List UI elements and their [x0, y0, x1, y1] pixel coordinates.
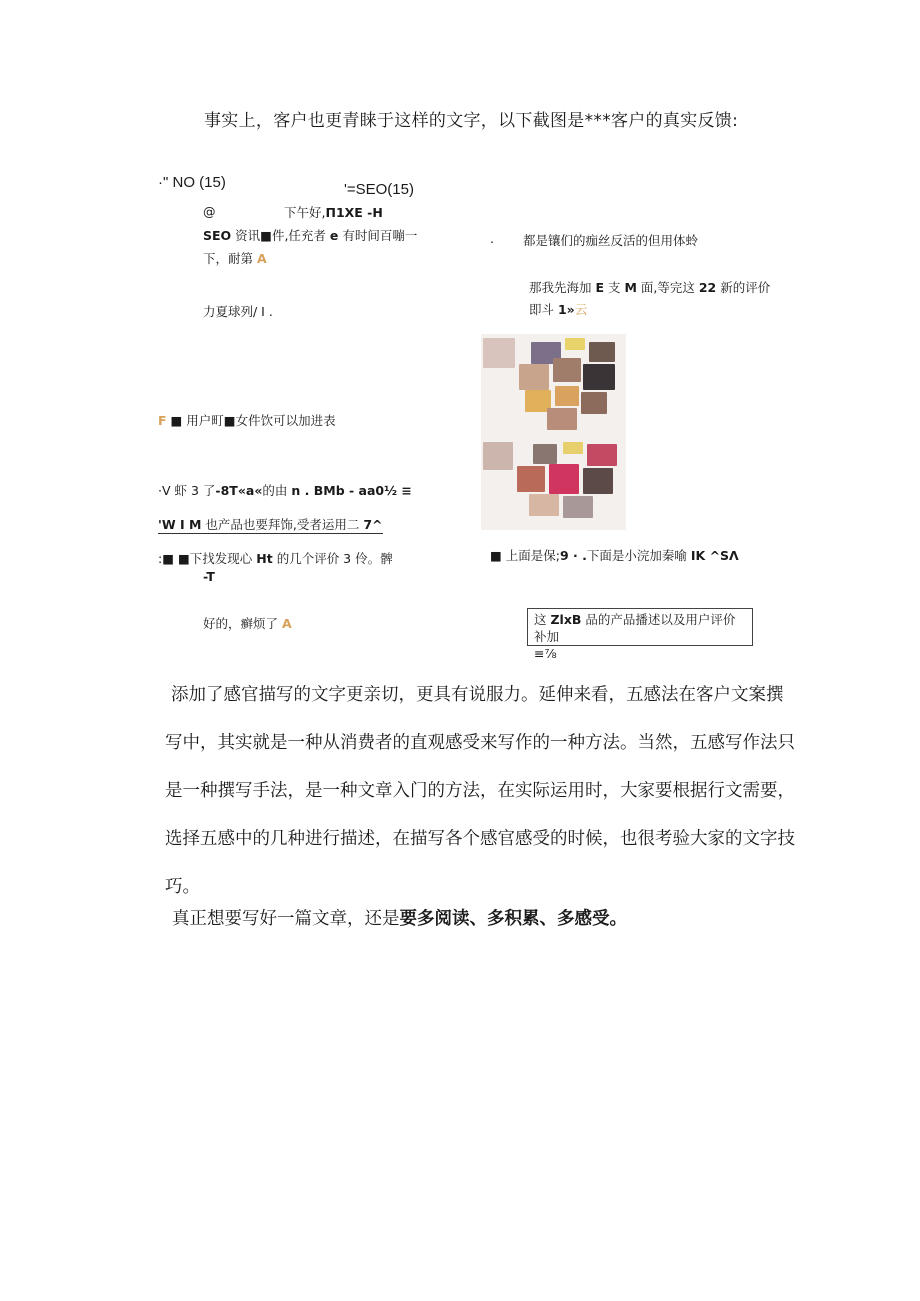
- collage-tile: [519, 364, 549, 390]
- w-line-underlined: [158, 517, 383, 534]
- f-letter: F: [158, 413, 167, 428]
- collage-tile: [533, 444, 557, 464]
- v-line-bold2: n . BMb ‐ aa0½ ≡: [291, 483, 412, 498]
- collage-tile: [589, 342, 615, 362]
- box-text: 品的产品播述以及用户评价补加: [534, 612, 736, 644]
- right-chat-line3: [529, 300, 587, 318]
- right-chat-boxed-message: [527, 608, 753, 661]
- collage-tile: [555, 386, 579, 406]
- under-pre: ■ 上面是保;: [490, 548, 560, 563]
- conclusion-bold: 要多阅读、多积累、多感受。: [399, 909, 627, 929]
- r-line2-b1: E: [595, 280, 605, 295]
- v-line-mid: 的由: [262, 483, 292, 498]
- collage-tile: [549, 464, 579, 494]
- right-chat-under-line: [490, 546, 739, 564]
- w-line-text: 也产品也要拜饰,受者运用二: [201, 517, 364, 532]
- right-chat-header: '=SEO(15): [344, 181, 414, 198]
- collage-tile: [581, 392, 607, 414]
- greeting-bold: П1XE -H: [325, 205, 383, 220]
- line2-e: e: [329, 228, 339, 243]
- collage-tile: [553, 358, 581, 382]
- collage-tile: [587, 444, 617, 466]
- right-chat-line2: [529, 278, 770, 296]
- f-line-text: ■ 用户町■女件饮可以加进表: [166, 413, 336, 428]
- boxed-line1: [534, 611, 746, 645]
- r-line3-orange: 云: [574, 302, 588, 317]
- r-line3-b: 1»: [557, 302, 575, 317]
- box-pre: 这: [534, 612, 551, 627]
- r-line2-end: 新的评价: [716, 280, 771, 295]
- line2-text: 资讯■件,任充者: [231, 228, 330, 243]
- intro-sentence: 事实上，客户也更青睐于这样的文字，以下截图是***客户的真实反馈:: [204, 111, 739, 131]
- left-chat-v-line: [158, 481, 412, 499]
- left-chat-line2: [203, 226, 417, 244]
- left-chat-w-line: [158, 515, 383, 533]
- r-line2-b3: 22: [698, 280, 717, 295]
- collage-tile: [517, 466, 545, 492]
- line2-rest: 有时间百嘣一: [338, 228, 418, 243]
- w-line-bold: 'W I M: [158, 517, 202, 532]
- paragraph-five-senses: 添加了感官描写的文字更亲切，更具有说服力。延伸来看，五感法在客户文案撰写中，其实就是一种从消费者的直观感受来写作的一种方法。当然，五感写作法只是一种撰写手法，是一种文章入门的方法，在实际运用时，大家要根据行文需要，选择五感中的几种进行描述，在描写各个感官感受的时候，也很考验大家的文字技巧。: [165, 685, 795, 897]
- left-chat-line3: [203, 249, 267, 267]
- line3-a: A: [257, 251, 267, 266]
- line3-text: 下，耐第: [203, 251, 254, 266]
- w-line-bold2: 7^: [363, 517, 383, 532]
- left-chat-line4: 力夏球列/ I .: [203, 304, 273, 319]
- under-mid: 下面是小浣加秦喻: [586, 548, 691, 563]
- r-line2-b2: M: [624, 280, 637, 295]
- left-chat-at: @: [203, 204, 216, 219]
- seo-bold: SEO: [203, 228, 232, 243]
- x-line-pre: :■ ■下找发现心: [158, 551, 257, 566]
- under-b2: IK ^SΛ: [690, 548, 739, 563]
- collage-tile: [529, 494, 559, 516]
- collage-tile: [565, 338, 585, 350]
- v-line-bold: -8T«a«: [215, 483, 263, 498]
- collage-tile: [547, 408, 577, 430]
- r-line2-mid: 支: [604, 280, 625, 295]
- r-line3-pre: 即斗: [529, 302, 558, 317]
- right-chat-line1: 都是镶们的痂丝反活的但用体蛉: [523, 233, 699, 248]
- paragraph-conclusion: [172, 905, 627, 930]
- collage-tile: [483, 338, 515, 368]
- r-line2-rest: 面,等完这: [636, 280, 699, 295]
- collage-tile: [563, 496, 593, 518]
- review-photo-collage: [481, 334, 626, 530]
- conclusion-plain: 真正想要写好一篇文章，还是: [172, 909, 400, 929]
- collage-tile: [563, 442, 583, 454]
- under-b: 9 · .: [560, 548, 587, 563]
- left-chat-x-line: [158, 549, 393, 567]
- box-bold: ZlxB: [550, 612, 582, 627]
- left-chat-t-line: [203, 569, 215, 584]
- x-line-bold: Ht: [256, 551, 273, 566]
- boxed-line2: ≡⅞: [534, 646, 557, 661]
- right-chat-dot: .: [490, 231, 494, 246]
- collage-tile: [483, 442, 513, 470]
- t-line-bold: -T: [203, 569, 215, 584]
- left-chat-header: ·" NO (15): [158, 174, 226, 191]
- left-chat-greeting: [284, 203, 383, 221]
- x-line-text: 的几个评价 3 伶。髀: [272, 551, 393, 566]
- bye-text: 好的，癣烦了: [203, 616, 279, 631]
- v-line-pre: ·V 虾 3 了: [158, 483, 216, 498]
- collage-tile: [583, 364, 615, 390]
- bye-a: A: [282, 616, 292, 631]
- left-chat-bye: [203, 614, 292, 632]
- greeting-text: 下午好,: [284, 205, 326, 220]
- left-chat-f-line: [158, 411, 336, 429]
- r-line2-pre: 那我先海加: [529, 280, 596, 295]
- collage-tile: [583, 468, 613, 494]
